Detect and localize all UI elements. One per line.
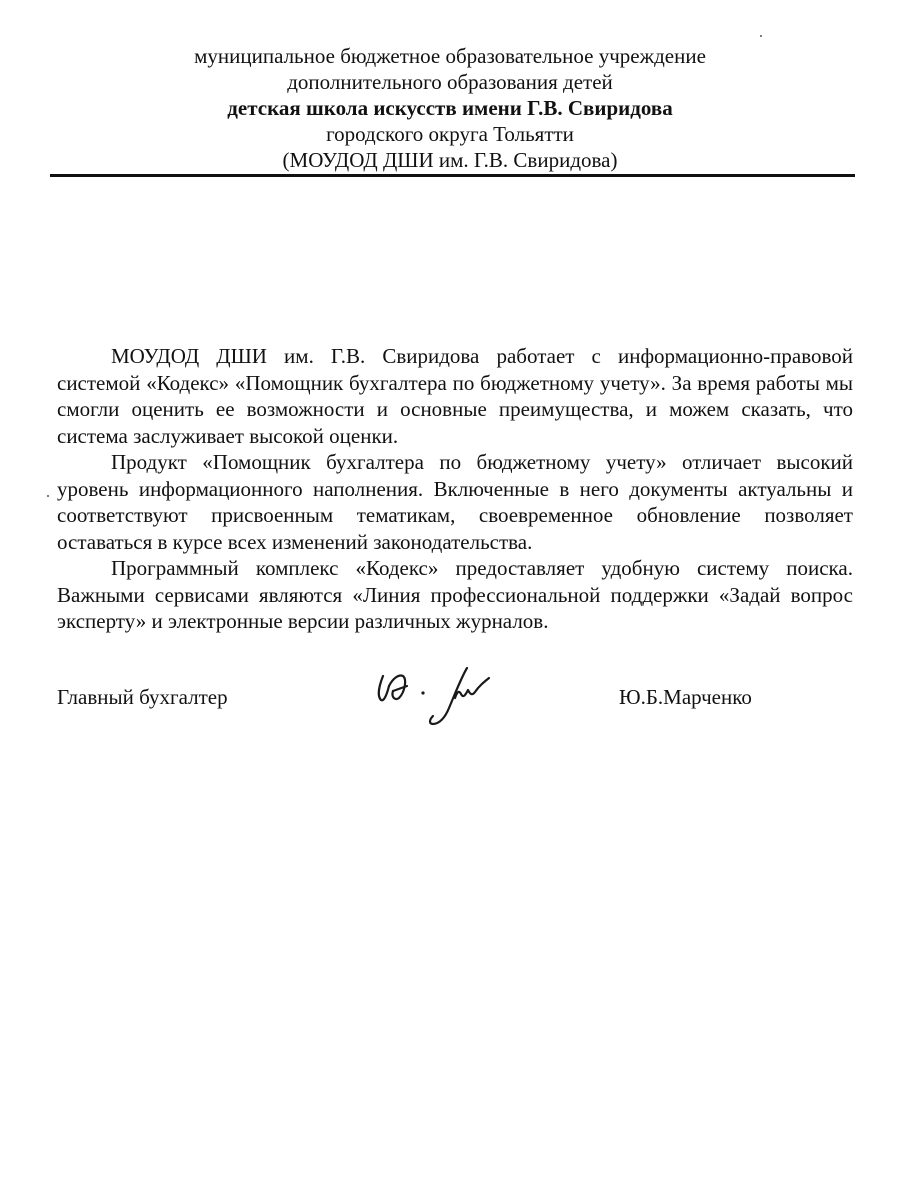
- letterhead-divider: [50, 174, 855, 177]
- letterhead-line-education-type: дополнительного образования детей: [287, 70, 613, 94]
- letter-body: [57, 343, 853, 635]
- scan-speck: [760, 35, 762, 37]
- letterhead-line-school-name: детская школа искусств имени Г.В. Свиридова: [227, 96, 673, 120]
- letterhead-line-abbreviation: (МОУДОД ДШИ им. Г.В. Свиридова): [282, 148, 618, 172]
- signatory-name: Ю.Б.Марченко: [619, 685, 752, 709]
- paragraph: Программный комплекс «Кодекс» предоставляет удобную систему поиска. Важными сервисами являются «Линия профессиональной поддержки «Задай вопрос эксперту» и электронные версии различных журналов.: [57, 556, 853, 633]
- signature-block: [57, 684, 853, 744]
- letterhead-line-city: городского округа Тольятти: [326, 122, 574, 146]
- letterhead-line-institution-type: муниципальное бюджетное образовательное учреждение: [194, 44, 706, 68]
- signatory-position: Главный бухгалтер: [57, 685, 228, 709]
- scan-speck: [47, 495, 49, 497]
- handwritten-signature-icon: [371, 664, 511, 734]
- letterhead: [50, 43, 850, 173]
- paragraph: МОУДОД ДШИ им. Г.В. Свиридова работает с информационно-правовой системой «Кодекс» «Помощник бухгалтера по бюджетному учету». За время работы мы смогли оценить ее возможности и основные преимущества, и можем сказать, что система заслуживает высокой оценки.: [57, 344, 853, 448]
- paragraph: Продукт «Помощник бухгалтера по бюджетному учету» отличает высокий уровень информационного наполнения. Включенные в него документы актуальны и соответствуют присвоенным тематикам, своевременное обновление позволяет оставаться в курсе всех изменений законодательства.: [57, 450, 853, 554]
